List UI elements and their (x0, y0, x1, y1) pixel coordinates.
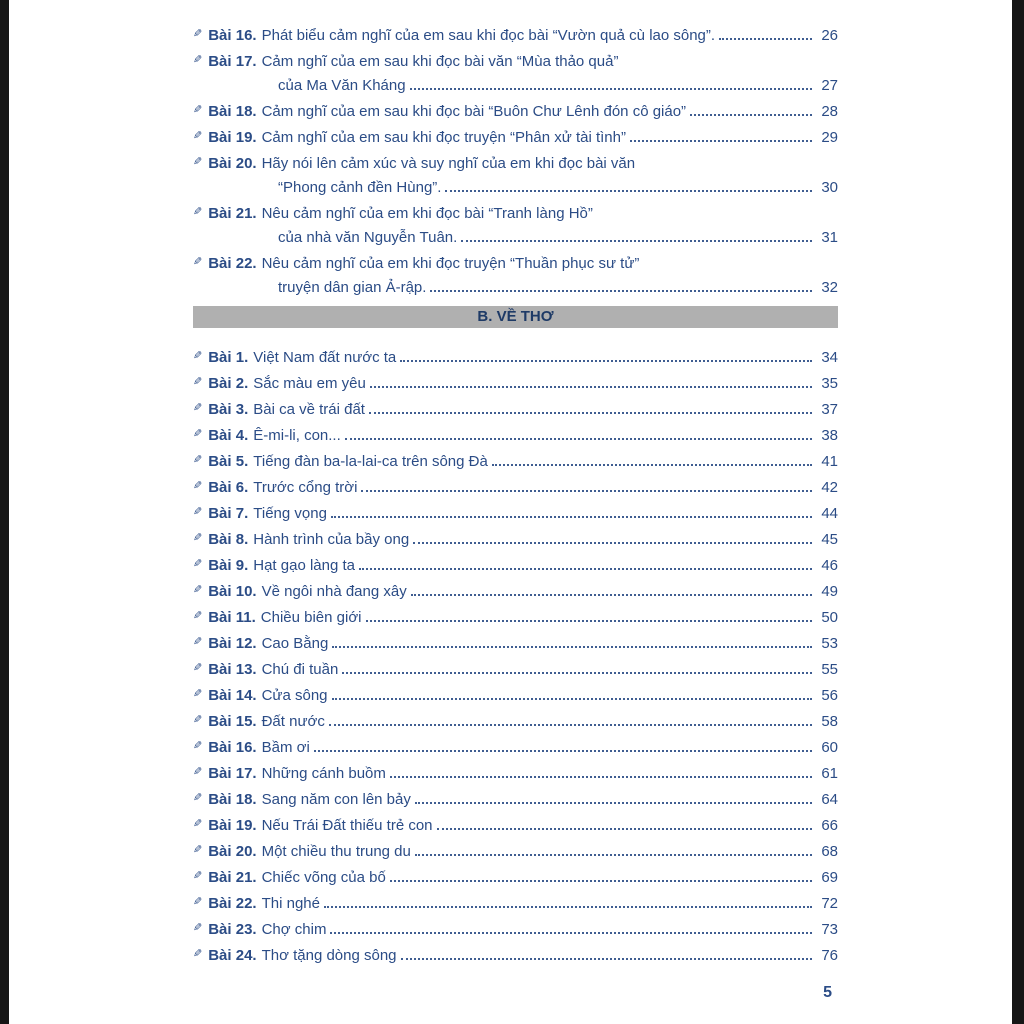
toc-entry-page: 35 (821, 375, 838, 392)
toc-entry-label: Bài 19. (208, 129, 257, 146)
toc-entry-label: Bài 21. (208, 869, 257, 886)
dotted-leader (332, 646, 812, 648)
toc-entry-title: Nêu cảm nghĩ của em khi đọc truyện “Thuần phục sư tử” (261, 255, 640, 272)
toc-entry-title: Cảm nghĩ của em sau khi đọc bài văn “Mùa thảo quả” (261, 53, 619, 70)
toc-entry-page: 49 (821, 583, 838, 600)
toc-entry-title: Chiếc võng của bố (261, 869, 386, 886)
pencil-icon: ✎ (193, 610, 203, 622)
dotted-leader (492, 464, 812, 466)
toc-entry (193, 835, 838, 860)
toc-entry-label: Bài 12. (208, 635, 257, 652)
toc-entry-title: Bầm ơi (261, 739, 310, 756)
toc-entry-title: Phát biểu cảm nghĩ của em sau khi đọc bài “Vườn quả cù lao sông”. (261, 27, 716, 44)
pencil-icon: ✎ (193, 870, 203, 882)
toc-entry (193, 367, 838, 392)
toc-entry-title: Những cánh buồm (261, 765, 386, 782)
toc-entry-title: Nêu cảm nghĩ của em khi đọc bài “Tranh làng Hồ” (261, 205, 593, 222)
toc-entry-label: Bài 10. (208, 583, 257, 600)
toc-entry-label: Bài 19. (208, 817, 257, 834)
dotted-leader (359, 568, 812, 570)
pencil-icon: ✎ (193, 28, 203, 40)
dotted-leader (445, 190, 812, 192)
dotted-leader (361, 490, 812, 492)
toc-entry-label: Bài 16. (208, 27, 257, 44)
section-header-poems: B. VỀ THƠ (193, 306, 838, 328)
toc-entry-label: Bài 17. (208, 765, 257, 782)
toc-entry-title: Thi nghé (261, 895, 320, 912)
pencil-icon: ✎ (193, 506, 203, 518)
toc-entry-title-continued: truyện dân gian Ả-rập. (278, 279, 427, 296)
toc-entry-title-continued: “Phong cảnh đền Hùng”. (278, 179, 442, 196)
toc-entry-title: Một chiều thu trung du (261, 843, 411, 860)
toc-entry-label: Bài 13. (208, 661, 257, 678)
toc-entry-page: 50 (821, 609, 838, 626)
dotted-leader (630, 140, 812, 142)
toc-entry-title: Chiều biên giới (260, 609, 362, 626)
toc-entry-page: 37 (821, 401, 838, 418)
toc-entry-title: Nếu Trái Đất thiếu trẻ con (261, 817, 433, 834)
toc-entry-title: Cao Bằng (261, 635, 329, 652)
toc-entry-page: 55 (821, 661, 838, 678)
toc-entry-page: 34 (821, 349, 838, 366)
dotted-leader (415, 854, 812, 856)
pencil-icon: ✎ (193, 558, 203, 570)
toc-entry (193, 393, 838, 418)
pencil-icon: ✎ (193, 662, 203, 674)
toc-entry (193, 601, 838, 626)
page-edge-left (0, 0, 9, 1024)
toc-entry (193, 198, 838, 246)
dotted-leader (330, 932, 812, 934)
toc-entry-title: Bài ca về trái đất (253, 401, 365, 418)
toc-entry-title: Hãy nói lên cảm xúc và suy nghĩ của em khi đọc bài văn (261, 155, 636, 172)
toc-entry-page: 27 (821, 77, 838, 94)
toc-entry-title-continued: của Ma Văn Kháng (278, 77, 406, 94)
pencil-icon: ✎ (193, 922, 203, 934)
toc-entry (193, 471, 838, 496)
toc-entry (193, 887, 838, 912)
toc-entry (193, 549, 838, 574)
toc-entry-page: 46 (821, 557, 838, 574)
dotted-leader (390, 776, 812, 778)
toc-entry (193, 497, 838, 522)
pencil-icon: ✎ (193, 428, 203, 440)
toc-entry-page: 45 (821, 531, 838, 548)
toc-entry-page: 72 (821, 895, 838, 912)
toc-entry (193, 913, 838, 938)
toc-entry-label: Bài 18. (208, 791, 257, 808)
toc-entry (193, 705, 838, 730)
toc-entry-page: 61 (821, 765, 838, 782)
pencil-icon: ✎ (193, 54, 203, 66)
toc-entry-label: Bài 5. (208, 453, 249, 470)
toc-entry-page: 60 (821, 739, 838, 756)
dotted-leader (331, 516, 812, 518)
pencil-icon: ✎ (193, 844, 203, 856)
pencil-icon: ✎ (193, 156, 203, 168)
toc-entry-label: Bài 8. (208, 531, 249, 548)
pencil-icon: ✎ (193, 104, 203, 116)
toc-entry (193, 148, 838, 196)
toc-entry-title: Thơ tặng dòng sông (261, 947, 397, 964)
dotted-leader (401, 958, 812, 960)
dotted-leader (415, 802, 812, 804)
toc-entry (193, 96, 838, 120)
pencil-icon: ✎ (193, 206, 203, 218)
toc-entry-label: Bài 11. (208, 609, 256, 626)
toc-entry (193, 627, 838, 652)
dotted-leader (410, 88, 812, 90)
toc-entry-label: Bài 1. (208, 349, 249, 366)
pencil-icon: ✎ (193, 792, 203, 804)
toc-entry-title: Tiếng vọng (253, 505, 327, 522)
pencil-icon: ✎ (193, 818, 203, 830)
toc-entry-page: 58 (821, 713, 838, 730)
dotted-leader (342, 672, 812, 674)
pencil-icon: ✎ (193, 480, 203, 492)
toc-entry (193, 809, 838, 834)
toc-entry (193, 445, 838, 470)
toc-entry-label: Bài 6. (208, 479, 249, 496)
dotted-leader (324, 906, 812, 908)
toc-entry-label: Bài 14. (208, 687, 257, 704)
toc-entry-label: Bài 9. (208, 557, 249, 574)
pencil-icon: ✎ (193, 636, 203, 648)
toc-entry-page: 38 (821, 427, 838, 444)
toc-entry-title-continued: của nhà văn Nguyễn Tuân. (278, 229, 458, 246)
toc-entry (193, 757, 838, 782)
dotted-leader (345, 438, 812, 440)
toc-entry (193, 783, 838, 808)
pencil-icon: ✎ (193, 454, 203, 466)
pencil-icon: ✎ (193, 532, 203, 544)
dotted-leader (400, 360, 812, 362)
toc-entry (193, 939, 838, 964)
toc-entry (193, 731, 838, 756)
toc-entry-page: 44 (821, 505, 838, 522)
toc-entry-label: Bài 4. (208, 427, 249, 444)
pencil-icon: ✎ (193, 584, 203, 596)
dotted-leader (314, 750, 812, 752)
page-number: 5 (823, 984, 832, 1001)
toc-entry-title: Đất nước (261, 713, 325, 730)
toc-section-prose (193, 20, 838, 296)
toc-entry-page: 30 (821, 179, 838, 196)
toc-entry-label: Bài 15. (208, 713, 257, 730)
toc-entry-title: Hành trình của bầy ong (253, 531, 410, 548)
toc-entry-label: Bài 22. (208, 255, 257, 272)
pencil-icon: ✎ (193, 402, 203, 414)
toc-entry-label: Bài 17. (208, 53, 257, 70)
pencil-icon: ✎ (193, 766, 203, 778)
dotted-leader (370, 386, 812, 388)
toc-entry-label: Bài 20. (208, 155, 257, 172)
toc-entry-page: 64 (821, 791, 838, 808)
toc-entry-title: Sang năm con lên bảy (261, 791, 411, 808)
toc-entry-page: 42 (821, 479, 838, 496)
toc-entry-page: 26 (821, 27, 838, 44)
toc-entry-title: Trước cổng trời (253, 479, 358, 496)
dotted-leader (411, 594, 812, 596)
toc-entry-title: Cửa sông (261, 687, 328, 704)
toc-entry (193, 341, 838, 366)
toc-entry-page: 73 (821, 921, 838, 938)
pencil-icon: ✎ (193, 376, 203, 388)
dotted-leader (329, 724, 812, 726)
toc-entry-title: Ê-mi-li, con... (253, 427, 341, 444)
table-of-contents (193, 20, 838, 1002)
toc-entry-title: Chợ chim (261, 921, 327, 938)
toc-entry (193, 20, 838, 44)
toc-entry-title: Chú đi tuần (261, 661, 339, 678)
dotted-leader (437, 828, 812, 830)
toc-entry (193, 419, 838, 444)
pencil-icon: ✎ (193, 714, 203, 726)
toc-entry-title: Hạt gạo làng ta (253, 557, 355, 574)
toc-entry (193, 523, 838, 548)
toc-entry-page: 29 (821, 129, 838, 146)
toc-entry-title: Về ngôi nhà đang xây (261, 583, 407, 600)
toc-entry-label: Bài 23. (208, 921, 257, 938)
toc-entry-title: Việt Nam đất nước ta (253, 349, 397, 366)
toc-entry (193, 861, 838, 886)
pencil-icon: ✎ (193, 688, 203, 700)
toc-entry-label: Bài 21. (208, 205, 257, 222)
toc-section-poems (193, 341, 838, 964)
toc-entry-label: Bài 20. (208, 843, 257, 860)
toc-entry-label: Bài 18. (208, 103, 257, 120)
toc-entry (193, 653, 838, 678)
pencil-icon: ✎ (193, 350, 203, 362)
toc-entry-page: 66 (821, 817, 838, 834)
dotted-leader (413, 542, 812, 544)
toc-entry-label: Bài 22. (208, 895, 257, 912)
toc-entry (193, 575, 838, 600)
toc-entry-label: Bài 3. (208, 401, 249, 418)
toc-entry-page: 53 (821, 635, 838, 652)
toc-entry-title: Tiếng đàn ba-la-lai-ca trên sông Đà (253, 453, 488, 470)
toc-entry (193, 248, 838, 296)
pencil-icon: ✎ (193, 896, 203, 908)
dotted-leader (369, 412, 812, 414)
dotted-leader (332, 698, 812, 700)
toc-entry-page: 69 (821, 869, 838, 886)
toc-entry (193, 679, 838, 704)
toc-entry-page: 68 (821, 843, 838, 860)
dotted-leader (461, 240, 812, 242)
pencil-icon: ✎ (193, 256, 203, 268)
toc-entry-label: Bài 24. (208, 947, 257, 964)
toc-entry (193, 46, 838, 94)
toc-entry-title: Cảm nghĩ của em sau khi đọc truyện “Phân xử tài tình” (261, 129, 626, 146)
toc-entry-label: Bài 2. (208, 375, 249, 392)
dotted-leader (690, 114, 812, 116)
toc-entry-page: 32 (821, 279, 838, 296)
toc-entry-title: Cảm nghĩ của em sau khi đọc bài “Buôn Chư Lênh đón cô giáo” (261, 103, 687, 120)
dotted-leader (719, 38, 812, 40)
toc-entry-page: 31 (821, 229, 838, 246)
dotted-leader (390, 880, 812, 882)
dotted-leader (366, 620, 813, 622)
pencil-icon: ✎ (193, 948, 203, 960)
toc-entry-page: 76 (821, 947, 838, 964)
toc-entry-title: Sắc màu em yêu (253, 375, 366, 392)
toc-entry-page: 56 (821, 687, 838, 704)
toc-entry-page: 41 (821, 453, 838, 470)
page-edge-right (1012, 0, 1024, 1024)
dotted-leader (430, 290, 812, 292)
toc-entry (193, 122, 838, 146)
toc-entry-label: Bài 7. (208, 505, 249, 522)
toc-entry-page: 28 (821, 103, 838, 120)
pencil-icon: ✎ (193, 130, 203, 142)
pencil-icon: ✎ (193, 740, 203, 752)
toc-entry-label: Bài 16. (208, 739, 257, 756)
